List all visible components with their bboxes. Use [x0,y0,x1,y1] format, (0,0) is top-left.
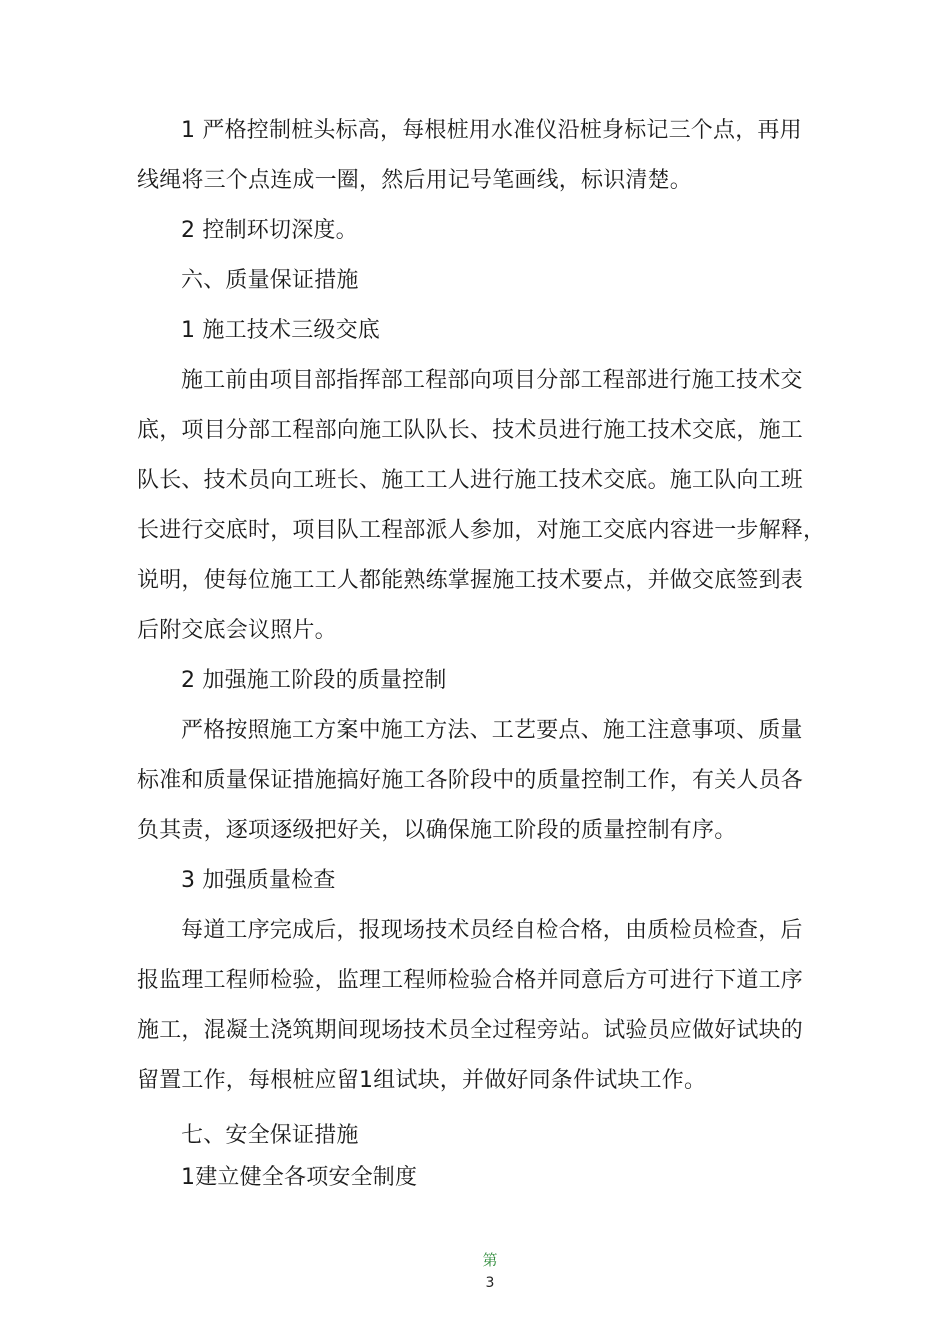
subheading-3: 3 加强质量检查 [181,868,336,893]
paragraph-4-line-3: 负其责，逐项逐级把好关，以确保施工阶段的质量控制有序。 [137,818,737,843]
paragraph-5-line-2: 报监理工程师检验，监理工程师检验合格并同意后方可进行下道工序 [137,968,804,993]
section-heading-7: 七、安全保证措施 [181,1123,359,1148]
paragraph-1-line-1: 1 严格控制桩头标高，每根桩用水准仪沿桩身标记三个点，再用 [181,118,802,143]
paragraph-3-line-6: 后附交底会议照片。 [137,618,337,643]
section-heading-6: 六、质量保证措施 [181,268,359,293]
paragraph-5-line-4: 留置工作，每根桩应留1组试块，并做好同条件试块工作。 [137,1068,707,1093]
paragraph-5-line-1: 每道工序完成后，报现场技术员经自检合格，由质检员检查，后 [181,918,803,943]
paragraph-3-line-4: 长进行交底时，项目队工程部派人参加，对施工交底内容进一步解释， [137,518,826,543]
paragraph-4-line-2: 标准和质量保证措施搞好施工各阶段中的质量控制工作，有关人员各 [137,768,804,793]
paragraph-2: 2 控制环切深度。 [181,218,358,243]
page-footer-label: 第 [482,1251,498,1269]
paragraph-5-line-3: 施工，混凝土浇筑期间现场技术员全过程旁站。试验员应做好试块的 [137,1018,804,1043]
page-number: 3 [485,1275,495,1291]
paragraph-3-line-3: 队长、技术员向工班长、施工工人进行施工技术交底。施工队向工班 [137,468,804,493]
subheading-1: 1 施工技术三级交底 [181,318,380,343]
paragraph-1-line-2: 线绳将三个点连成一圈，然后用记号笔画线，标识清楚。 [137,168,693,193]
subheading-2: 2 加强施工阶段的质量控制 [181,668,447,693]
paragraph-3-line-2: 底，项目分部工程部向施工队队长、技术员进行施工技术交底，施工 [137,418,804,443]
subheading-4: 1建立健全各项安全制度 [181,1165,418,1190]
paragraph-3-line-1: 施工前由项目部指挥部工程部向项目分部工程部进行施工技术交 [181,368,803,393]
paragraph-4-line-1: 严格按照施工方案中施工方法、工艺要点、施工注意事项、质量 [181,718,803,743]
paragraph-3-line-5: 说明，使每位施工工人都能熟练掌握施工技术要点，并做交底签到表 [137,568,804,593]
